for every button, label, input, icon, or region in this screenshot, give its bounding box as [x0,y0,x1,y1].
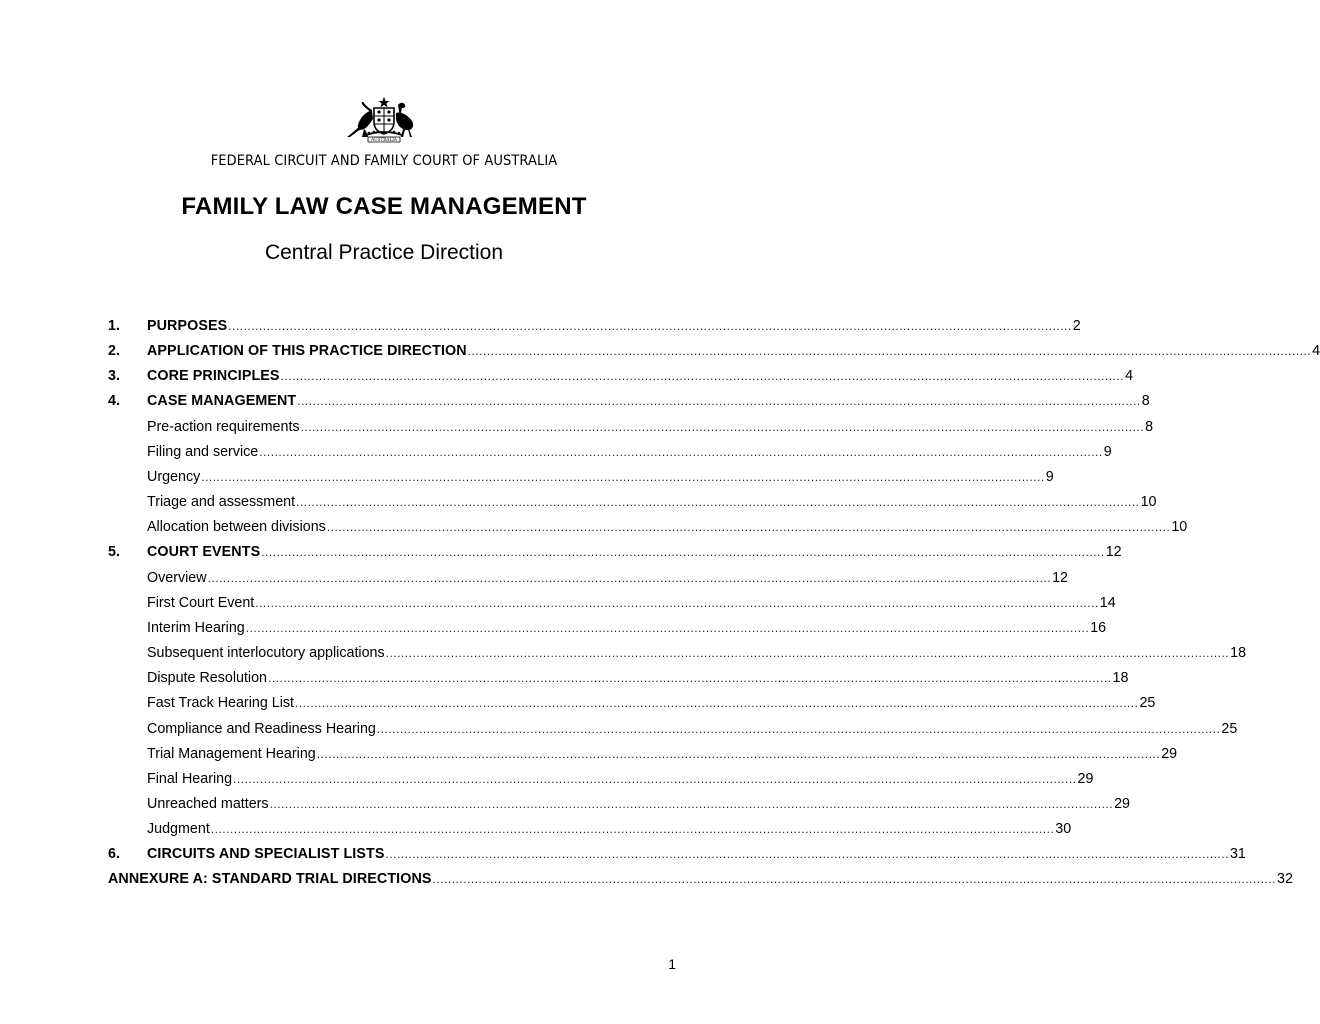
toc-entry[interactable] [108,867,1293,892]
toc-entry-title: First Court Event [147,594,255,611]
toc-entry-title: Fast Track Hearing List [147,695,294,712]
toc-entry-page: 32 [1277,871,1293,888]
toc-entry-number: 6. [108,846,120,863]
toc-entry-title: Dispute Resolution [147,670,268,687]
court-name: FEDERAL CIRCUIT AND FAMILY COURT OF AUSTRALIA [210,153,558,169]
toc-entry-page: 30 [1055,821,1072,838]
toc-entry-page: 9 [1045,468,1054,485]
toc-entry-page: 8 [1141,393,1150,410]
toc-entry-title: APPLICATION OF THIS PRACTICE DIRECTION [147,343,467,360]
toc-entry-page: 4 [1312,343,1320,360]
toc-leader-dots: ............................................................................................................................................................................................................................ [296,495,1140,510]
toc-entry[interactable] [108,490,1157,515]
toc-leader-dots: ............................................................................................................................................................................................................................ [255,595,1099,610]
toc-entry-title: CIRCUITS AND SPECIALIST LISTS [147,846,385,863]
toc-leader-dots: ............................................................................................................................................................................................................................ [269,796,1114,811]
toc-leader-dots: ............................................................................................................................................................................................................................ [259,444,1103,459]
toc-entry[interactable] [108,666,1129,691]
toc-entry[interactable] [108,540,1122,565]
svg-text:AUSTRALIA: AUSTRALIA [371,137,397,143]
toc-entry[interactable] [108,641,1247,666]
toc-leader-dots: ............................................................................................................................................................................................................................ [228,319,1072,333]
toc-leader-dots: ............................................................................................................................................................................................................................ [261,545,1105,560]
toc-entry-title: Urgency [147,468,201,485]
table-of-contents [108,314,1320,893]
toc-entry[interactable] [108,717,1238,742]
toc-entry[interactable] [108,691,1156,716]
toc-entry[interactable] [108,440,1112,465]
toc-entry-title: Compliance and Readiness Hearing [147,720,376,737]
toc-leader-dots: ............................................................................................................................................................................................................................ [280,369,1125,384]
toc-entry[interactable] [108,817,1072,842]
toc-entry-page: 12 [1105,544,1122,561]
toc-leader-dots: ............................................................................................................................................................................................................................ [245,620,1090,635]
toc-entry-page: 29 [1161,745,1178,762]
toc-entry-page: 12 [1052,569,1068,586]
toc-entry-page: 25 [1221,720,1238,737]
toc-entry-page: 10 [1171,519,1188,536]
toc-leader-dots: ............................................................................................................................................................................................................................ [268,671,1112,686]
toc-leader-dots: ............................................................................................................................................................................................................................ [385,847,1229,862]
toc-leader-dots: ............................................................................................................................................................................................................................ [467,344,1312,359]
toc-entry-title: CORE PRINCIPLES [147,368,280,385]
toc-entry-page: 8 [1145,418,1154,435]
toc-entry-title: Triage and assessment [147,494,296,511]
toc-entry-number: 2. [108,343,120,360]
toc-entry[interactable] [108,364,1134,389]
toc-leader-dots: ............................................................................................................................................................................................................................ [295,696,1139,711]
toc-entry-number: 5. [108,544,120,561]
toc-entry-title: Unreached matters [147,795,269,812]
toc-entry[interactable] [108,792,1130,817]
toc-entry[interactable] [108,515,1188,540]
toc-entry-title: Judgment [147,821,210,838]
toc-leader-dots: ............................................................................................................................................................................................................................ [233,771,1077,786]
toc-leader-dots: ............................................................................................................................................................................................................................ [207,570,1052,585]
toc-entry-title: Pre-action requirements [147,418,300,435]
toc-entry-page: 4 [1125,368,1134,385]
toc-entry-title: Allocation between divisions [147,519,326,536]
toc-entry-number: 1. [108,318,120,334]
toc-entry[interactable] [108,389,1150,414]
toc-leader-dots: ............................................................................................................................................................................................................................ [376,721,1221,736]
toc-entry-title: COURT EVENTS [147,544,261,561]
toc-entry-page: 31 [1229,846,1246,863]
toc-leader-dots: ............................................................................................................................................................................................................................ [300,419,1145,434]
toc-leader-dots: ............................................................................................................................................................................................................................ [316,746,1161,761]
toc-entry-page: 10 [1140,494,1157,511]
toc-entry[interactable] [108,339,1320,364]
toc-entry-title: Trial Management Hearing [147,745,316,762]
toc-entry-title: Subsequent interlocutory applications [147,645,385,662]
toc-entry-title: CASE MANAGEMENT [147,393,297,410]
toc-entry-page: 16 [1090,619,1107,636]
toc-leader-dots: ............................................................................................................................................................................................................................ [210,822,1055,837]
toc-entry-number: 3. [108,368,120,385]
document-subtitle: Central Practice Direction [264,241,504,264]
toc-entry-title: Final Hearing [147,770,233,787]
toc-leader-dots: ............................................................................................................................................................................................................................ [326,520,1171,535]
toc-leader-dots: ............................................................................................................................................................................................................................ [432,872,1277,887]
toc-entry-title: ANNEXURE A: STANDARD TRIAL DIRECTIONS [108,871,432,888]
toc-entry[interactable] [108,415,1154,440]
page-number: 1 [668,956,676,972]
coat-of-arms-icon [342,95,426,147]
toc-entry[interactable] [108,616,1107,641]
toc-leader-dots: ............................................................................................................................................................................................................................ [297,394,1141,409]
toc-entry-page: 18 [1112,670,1129,687]
toc-entry[interactable] [108,767,1094,792]
toc-entry[interactable] [108,842,1246,867]
toc-entry-title: Interim Hearing [147,619,245,636]
toc-entry-page: 18 [1230,645,1247,662]
toc-leader-dots: ............................................................................................................................................................................................................................ [201,469,1045,484]
toc-entry[interactable] [108,566,1068,591]
toc-leader-dots: ............................................................................................................................................................................................................................ [385,646,1230,661]
toc-entry-title: Filing and service [147,443,259,460]
toc-entry[interactable] [108,314,1081,339]
toc-entry[interactable] [108,591,1116,616]
toc-entry-title: Overview [147,569,207,586]
toc-entry-title: PURPOSES [147,318,228,334]
toc-entry-page: 9 [1103,443,1112,460]
toc-entry-page: 29 [1114,795,1130,812]
toc-entry[interactable] [108,742,1178,767]
toc-entry-page: 2 [1072,318,1081,334]
toc-entry-page: 25 [1139,695,1156,712]
toc-entry-number: 4. [108,393,120,410]
document-title: FAMILY LAW CASE MANAGEMENT [181,193,587,220]
toc-entry-page: 14 [1099,594,1116,611]
toc-entry-page: 29 [1077,770,1094,787]
toc-entry[interactable] [108,465,1054,490]
